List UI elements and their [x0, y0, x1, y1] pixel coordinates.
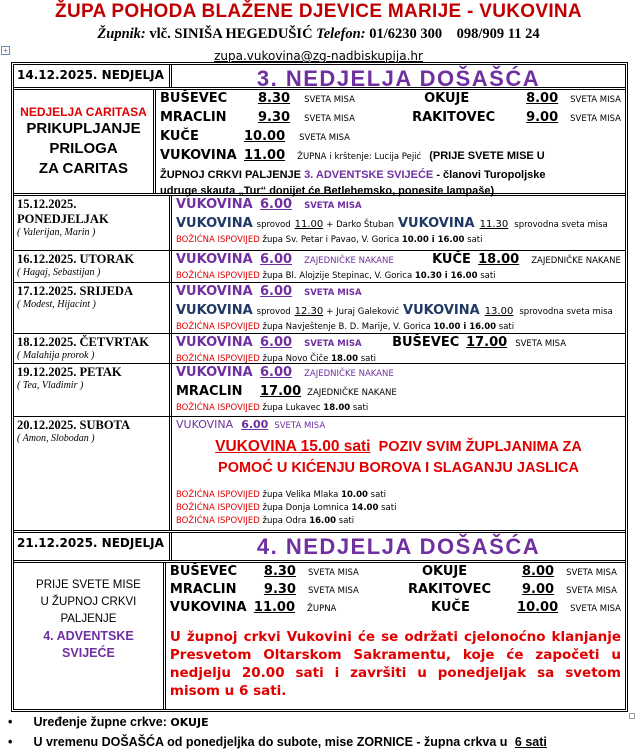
- mass-line: [176, 284, 621, 303]
- time: 9.00: [521, 582, 555, 597]
- pastor-name: vlč. SINIŠA HEGEDUŠIĆ: [149, 26, 313, 42]
- mass-line: [176, 252, 621, 271]
- time: 6.00: [260, 284, 293, 299]
- time: 11.00: [294, 219, 324, 230]
- sunday1-body-row: [14, 90, 625, 196]
- confession-label: BOŽIĆNA ISPOVIJED: [176, 235, 260, 245]
- place: MRACLIN: [169, 582, 237, 597]
- resize-icon[interactable]: [629, 713, 635, 719]
- footer-item: [8, 735, 547, 755]
- confession-parish: župa Bl. Alojzije Stepinac, V. Gorica: [262, 271, 413, 281]
- time: 11.30: [479, 219, 509, 230]
- sunday1-header-row: [14, 65, 625, 90]
- mass-line: [176, 365, 621, 384]
- place: OKUJE: [424, 91, 470, 106]
- date-label: 14.12.2025. NEDJELJA: [17, 68, 164, 82]
- mass-type: ŽUPNA: [297, 152, 327, 162]
- mass-type: SVETA MISA: [515, 339, 567, 349]
- confession-label: BOŽIĆNA ISPOVIJED: [176, 503, 260, 513]
- day-row: [14, 251, 625, 283]
- time: 17.00: [260, 384, 302, 399]
- mass-type: SVETA MISA: [570, 114, 621, 124]
- hours-label: sati: [467, 235, 483, 245]
- time: 9.30: [263, 582, 296, 597]
- confession-line: [176, 503, 621, 516]
- time: 8.30: [263, 564, 296, 579]
- sunday2-body-row: [14, 563, 625, 709]
- time: 6.00: [260, 365, 293, 380]
- mass-type: ZAJEDNIČKE NAKANE: [304, 369, 394, 379]
- time: 9.30: [258, 110, 291, 125]
- candle-note: (PRIJE SVETE MISE U: [429, 150, 545, 162]
- date-label: 15.12.2025. PONEDJELJAK: [17, 197, 109, 226]
- confession-line: [176, 403, 621, 416]
- candle-line-1: PRIJE SVETE MISE: [36, 579, 141, 591]
- confession-parish: župa Lukavec: [262, 403, 321, 413]
- confession-time: 10.30 i 16.00: [414, 271, 478, 281]
- sunday-heading: 3. NEDJELJA DOŠAŠĆA: [256, 66, 541, 91]
- confession-time: 10.00 i 16.00: [401, 235, 465, 245]
- confession-time: 16.00: [309, 516, 337, 526]
- place: MRACLIN: [176, 384, 243, 399]
- candle-line-2: U ŽUPNOJ CRKVI: [40, 596, 137, 608]
- mass-line: [170, 582, 621, 600]
- date-label: 19.12.2025. PETAK: [17, 365, 122, 379]
- mass-type: ŽUPNA: [307, 604, 337, 614]
- candle-note-block: [160, 167, 621, 199]
- caritas-line-3: ZA CARITAS: [38, 159, 129, 177]
- date-label: 18.12.2025. ČETVRTAK: [17, 335, 149, 349]
- mass-type: SVETA MISA: [299, 133, 350, 143]
- day-row: [14, 364, 625, 417]
- candle-note: ŽUPNOJ CRKVI PALJENJE: [160, 169, 301, 181]
- place: RAKITOVEC: [407, 582, 492, 597]
- advent-candle: 3. ADVENTSKE SVIJEĆE: [304, 169, 434, 181]
- mass-type: SVETA MISA: [570, 95, 621, 105]
- hours-label: sati: [338, 516, 355, 526]
- mass-type: ZAJEDNIČKE NAKANE: [304, 256, 394, 266]
- bullet-icon: •: [8, 735, 13, 749]
- place: VUKOVINA: [403, 303, 480, 318]
- place: BUŠEVEC: [392, 335, 460, 350]
- confession-label: BOŽIĆNA ISPOVIJED: [176, 354, 260, 364]
- mass-type: ZAJEDNIČKE NAKANE: [307, 388, 397, 398]
- place: VUKOVINA: [176, 197, 253, 212]
- day-row: [14, 334, 625, 364]
- mass-type: SVETA MISA: [304, 201, 362, 211]
- time: 11.00: [244, 148, 286, 163]
- funeral-label: sprovod: [256, 307, 291, 317]
- date-label: 21.12.2025. NEDJELJA: [17, 536, 164, 550]
- confession-parish: župa Odra: [262, 516, 307, 526]
- time: 8.00: [521, 564, 555, 579]
- confession-line: [176, 490, 621, 503]
- time: 13.00: [484, 306, 514, 317]
- date-label: 17.12.2025. SRIJEDA: [17, 284, 133, 298]
- email-link[interactable]: zupa.vukovina@zg-nadbiskupija.hr: [214, 49, 423, 63]
- mass-type: ZAJEDNIČKE NAKANE: [531, 256, 621, 266]
- time: 6.00: [241, 418, 269, 431]
- schedule-table: [11, 62, 628, 712]
- mass-type: SVETA MISA: [307, 568, 359, 578]
- mass-line: [176, 418, 621, 434]
- funeral-line: [176, 303, 621, 322]
- saints-label: ( Amon, Slobodan ): [17, 433, 95, 444]
- mass-line: [170, 600, 621, 618]
- time: 17.00: [466, 335, 508, 350]
- day-row: [14, 417, 625, 533]
- saints-label: ( Hagaj, Sebastijan ): [17, 267, 101, 278]
- confession-time: 14.00: [351, 503, 379, 513]
- mass-type: SVETA MISA: [307, 586, 359, 596]
- confession-time: 10.00: [341, 490, 368, 500]
- time: 8.00: [526, 91, 559, 106]
- mass-type: sprovodna sveta misa: [514, 220, 608, 230]
- move-icon[interactable]: +: [1, 46, 10, 55]
- deceased-name: + Juraj Galeković: [326, 307, 400, 317]
- confession-parish: župa Velika Mlaka: [262, 490, 339, 500]
- mass-type: SVETA MISA: [304, 339, 362, 349]
- footer-value: OKUJE: [170, 716, 209, 729]
- time: 18.00: [478, 252, 520, 267]
- confession-label: BOŽIĆNA ISPOVIJED: [176, 403, 260, 413]
- confession-line: [176, 235, 621, 248]
- place: VUKOVINA: [397, 216, 475, 231]
- mass-type: SVETA MISA: [566, 586, 617, 596]
- phone-2: 098/909 11 24: [456, 26, 540, 42]
- time: 6.00: [260, 197, 293, 212]
- time: 6.00: [260, 252, 293, 267]
- mass-type: SVETA MISA: [304, 114, 355, 124]
- place: VUKOVINA: [176, 365, 253, 380]
- mass-line: [176, 384, 621, 403]
- place: RAKITOVEC: [412, 110, 496, 125]
- day-row: [14, 283, 625, 334]
- mass-line: [160, 110, 621, 129]
- hours-label: sati: [381, 503, 397, 513]
- caritas-label: NEDJELJA CARITASA: [20, 104, 147, 119]
- caritas-line-1: PRIKUPLJANJE: [26, 119, 141, 137]
- footer-time: 6 sati: [514, 735, 547, 749]
- place: VUKOVINA: [176, 303, 253, 318]
- hours-label: sati: [498, 322, 515, 332]
- confession-time: 18.00: [331, 354, 358, 364]
- time: 10.00: [244, 129, 286, 144]
- parish-title: ŽUPA POHODA BLAŽENE DJEVICE MARIJE - VUKOVINA: [55, 1, 582, 22]
- place: BUŠEVEC: [160, 91, 228, 106]
- pastor-label: Župnik:: [97, 26, 146, 42]
- place: VUKOVINA: [176, 252, 253, 267]
- footer-text: U vremenu DOŠAŠĆA od ponedjeljka do subote, mise ZORNICE - župna crkva u: [33, 735, 508, 749]
- bullet-icon: •: [8, 715, 13, 729]
- caritas-line-2: PRILOGA: [49, 139, 118, 157]
- mass-line: [176, 197, 621, 216]
- footer-label: Uređenje župne crkve:: [33, 715, 167, 729]
- mass-type: SVETA MISA: [274, 421, 326, 431]
- funeral-label: sprovod: [256, 220, 291, 230]
- mass-type: SVETA MISA: [566, 568, 617, 578]
- hours-label: sati: [352, 403, 369, 413]
- mass-line: [176, 335, 621, 354]
- place: VUKOVINA: [160, 148, 237, 163]
- phone-1: 01/6230 300: [369, 26, 443, 42]
- sunday-heading: 4. NEDJELJA DOŠAŠĆA: [256, 534, 541, 559]
- confession-parish: župa Donja Lomnica: [262, 503, 349, 513]
- time: 10.00: [517, 600, 559, 615]
- place: VUKOVINA: [176, 284, 253, 299]
- advent-candle: 4. ADVENTSKE: [43, 629, 134, 643]
- deceased-name: + Darko Štuban: [326, 220, 394, 230]
- funeral-line: [176, 216, 621, 235]
- confession-time: 18.00: [323, 403, 351, 413]
- confession-label: BOŽIĆNA ISPOVIJED: [176, 271, 260, 281]
- day-row: [14, 196, 625, 251]
- time: 12.30: [294, 306, 324, 317]
- hours-label: sati: [360, 354, 377, 364]
- place: MRACLIN: [160, 110, 227, 125]
- hours-label: sati: [480, 271, 496, 281]
- time: 8.30: [258, 91, 291, 106]
- confession-parish: župa Sv. Petar i Pavao, V. Gorica: [262, 235, 400, 245]
- footer-item: [8, 715, 547, 735]
- saints-label: ( Valerijan, Marin ): [17, 227, 96, 238]
- hours-label: sati: [370, 490, 387, 500]
- baptism-note: i krštenje: Lucija Pejić: [329, 152, 422, 162]
- mass-type: SVETA MISA: [304, 95, 355, 105]
- mass-line: [160, 91, 621, 110]
- confession-label: BOŽIĆNA ISPOVIJED: [176, 516, 260, 526]
- saints-label: ( Tea, Vladimir ): [17, 380, 84, 391]
- notice-text: POZIV SVIM ŽUPLJANIMA ZA: [378, 439, 582, 455]
- candle-note: udruge skauta „Tur“ donijet će Betlehemsko, ponesite lampaše): [160, 185, 495, 197]
- saturday-notice: [176, 436, 621, 479]
- confession-parish: župa Navještenje B. D. Marije, V. Gorica: [262, 322, 431, 332]
- mass-type: SVETA MISA: [570, 604, 621, 614]
- confession-line: [176, 516, 621, 529]
- mass-line: [170, 564, 621, 582]
- mass-line: [160, 148, 621, 167]
- time: 9.00: [526, 110, 559, 125]
- confession-label: BOŽIĆNA ISPOVIJED: [176, 322, 260, 332]
- notice-text: POMOĆ U KIĆENJU BOROVA I SLAGANJU JASLICA: [218, 460, 579, 476]
- time: 6.00: [260, 335, 293, 350]
- mass-line: [160, 129, 621, 148]
- candle-line-3: PALJENJE: [60, 613, 117, 625]
- place: KUČE: [432, 252, 471, 267]
- advent-candle: SVIJEĆE: [62, 646, 115, 660]
- time: 11.00: [253, 600, 296, 615]
- mass-type: SVETA MISA: [304, 288, 362, 298]
- place: KUČE: [160, 129, 199, 144]
- place: VUKOVINA: [169, 600, 247, 615]
- date-label: 20.12.2025. SUBOTA: [17, 418, 130, 432]
- date-label: 16.12.2025. UTORAK: [17, 252, 135, 266]
- place: VUKOVINA: [176, 335, 253, 350]
- place: OKUJE: [421, 564, 468, 579]
- confession-parish: župa Novo Čiče: [262, 354, 329, 364]
- place: BUŠEVEC: [169, 564, 238, 579]
- phone-label: Telefon:: [316, 26, 366, 42]
- place: VUKOVINA: [176, 418, 234, 431]
- place: KUČE: [431, 600, 470, 615]
- saints-label: ( Malahija prorok ): [17, 350, 95, 361]
- saints-label: ( Modest, Hijacint ): [17, 299, 96, 310]
- mass-type: sprovodna sveta misa: [519, 307, 613, 317]
- sunday2-header-row: [14, 533, 625, 563]
- adoration-announcement: U župnoj crkvi Vukovini će se održati cjelonoćno klanjanje Presvetom Oltarskom Sakramentu, koje će započeti u nedjelju 20.00 sati i završiti u ponedjeljak sa svetom misom u 6 sati.: [169, 629, 621, 699]
- footer-notes: [8, 715, 547, 755]
- confession-label: BOŽIĆNA ISPOVIJED: [176, 490, 260, 500]
- notice-highlight: VUKOVINA 15.00 sati: [215, 438, 371, 455]
- candle-note: - članovi Turopoljske: [436, 169, 546, 181]
- pastor-line: [0, 26, 637, 43]
- place: VUKOVINA: [176, 216, 253, 231]
- confession-time: 10.00 i 16.00: [433, 322, 497, 332]
